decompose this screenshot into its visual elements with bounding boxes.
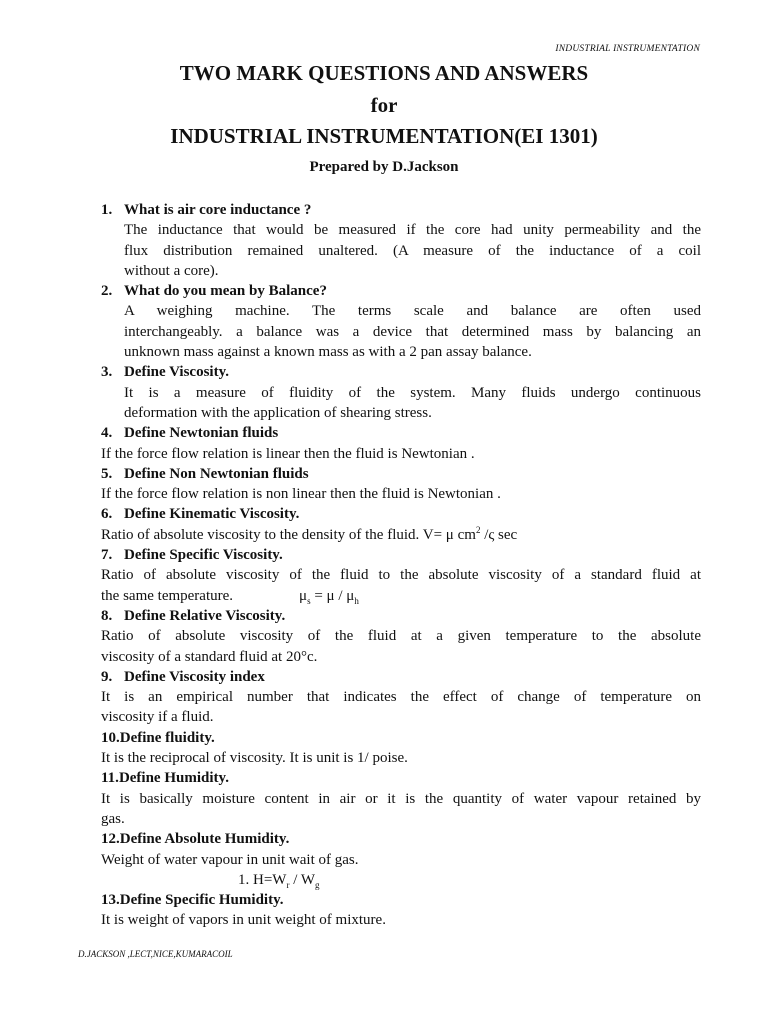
question-4: 4. Define Newtonian fluids [101, 425, 279, 442]
question-3: 3. Define Viscosity. [101, 364, 229, 381]
question-2: 2. What do you mean by Balance? [101, 283, 327, 300]
document-title: TWO MARK QUESTIONS AND ANSWERS [179, 61, 589, 85]
author-line: Prepared by D.Jackson [309, 159, 459, 175]
answer-11-line-1: It is basically moisture content in air or it is the quantity of water vapour retained by [101, 790, 701, 807]
question-11: 11.Define Humidity. [101, 770, 229, 787]
question-12: 12.Define Absolute Humidity. [101, 831, 290, 848]
answer-11-line-2: gas. [101, 810, 125, 827]
answer-1-line-1: The inductance that would be measured if the core had unity permeability and the [124, 222, 701, 239]
answer-2-line-1: A weighing machine. The terms scale and balance are often used [124, 303, 701, 320]
title-block [0, 58, 768, 178]
question-13: 13.Define Specific Humidity. [101, 892, 284, 909]
answer-2-line-3: unknown mass against a known mass as with a 2 pan assay balance. [124, 344, 532, 361]
question-10: 10.Define fluidity. [101, 729, 215, 746]
answer-7-line-2: the same temperature. $\mu_s = \mu / \mu_h$ [101, 587, 359, 606]
question-8: 8. Define Relative Viscosity. [101, 607, 286, 624]
specific-viscosity-formula: $\mu_s = \mu / \mu_h$ [299, 587, 359, 606]
answer-8-line-1: Ratio of absolute viscosity of the fluid at a given temperature to the absolute [101, 628, 701, 645]
answer-12-line-1: Weight of water vapour in unit wait of gas. [101, 851, 359, 868]
question-1: 1. What is air core inductance ? [101, 202, 312, 218]
answer-1-line-2: flux distribution remained unaltered. (A measure of the inductance of a coil [124, 242, 701, 259]
answer-10-line-1: It is the reciprocal of viscosity. It is unit is 1/ poise. [101, 750, 408, 767]
answer-9-line-1: It is an empirical number that indicates the effect of change of temperature on [101, 689, 701, 706]
answer-9-line-2: viscosity if a fluid. [101, 709, 214, 726]
answer-8-line-2: viscosity of a standard fluid at 20°c. [101, 648, 318, 665]
course-title: INDUSTRIAL INSTRUMENTATION(EI 1301) [170, 124, 598, 148]
question-9: 9. Define Viscosity index [101, 668, 265, 685]
answer-6-line-1: Ratio of absolute viscosity to the density of the fluid. V= μ $cm^2$ /ς sec [101, 524, 518, 543]
answer-5-line-1: If the force flow relation is non linear then the fluid is Newtonian . [101, 486, 501, 503]
answer-7-line-1: Ratio of absolute viscosity of the fluid to the absolute viscosity of a standard fluid at [101, 567, 701, 584]
answer-3-line-1: It is a measure of fluidity of the system. Many fluids undergo continuous [124, 384, 701, 401]
page-footer: D.JACKSON ,LECT,NICE,KUMARACOIL [78, 949, 233, 959]
answer-2-line-2: interchangeably. a balance was a device that determined mass by balancing an [124, 323, 701, 340]
question-6: 6. Define Kinematic Viscosity. [101, 506, 300, 523]
answer-3-line-2: deformation with the application of shearing stress. [124, 404, 432, 421]
title-connector: for [370, 93, 398, 117]
answer-1-line-3: without a core). [124, 262, 219, 279]
question-7: 7. Define Specific Viscosity. [101, 547, 283, 564]
qa-list [101, 200, 701, 931]
absolute-humidity-formula: 1. $H=W_r / W_g$ [238, 871, 320, 890]
question-5: 5. Define Non Newtonian fluids [101, 465, 309, 482]
answer-13-line-1: It is weight of vapors in unit weight of mixture. [101, 912, 386, 929]
answer-4-line-1: If the force flow relation is linear then the fluid is Newtonian . [101, 445, 475, 462]
running-header: INDUSTRIAL INSTRUMENTATION [555, 44, 700, 54]
